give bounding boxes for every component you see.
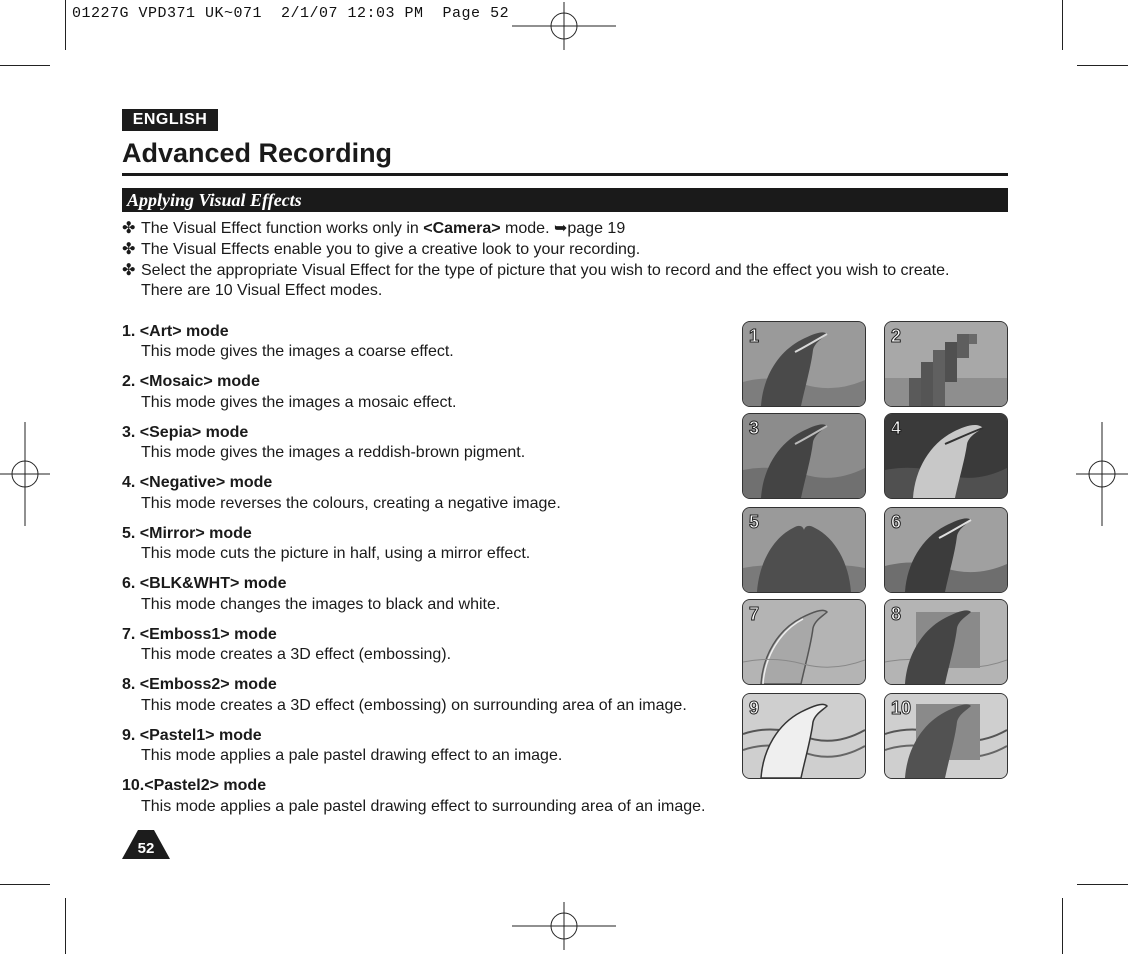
mode-title-pastel2: 10.<Pastel2> mode [122, 777, 267, 794]
thumbnail-pastel1 [742, 693, 866, 779]
thumbnail-pastel2 [884, 693, 1008, 779]
crop-mark-bl-v [65, 898, 66, 954]
mode-title-negative: 4. <Negative> mode [122, 474, 273, 491]
thumbnail-number: 3 [749, 418, 760, 438]
page-reference: page 19 [567, 220, 626, 237]
thumbnail-art [742, 321, 866, 407]
section-title: Applying Visual Effects [127, 190, 302, 210]
crop-mark-bl-h [0, 884, 50, 885]
thumbnail-number: 1 [749, 326, 760, 346]
crop-mark-tl-h [0, 65, 50, 66]
dolphin-image [743, 414, 865, 498]
dolphin-image [743, 694, 865, 778]
page-number: 52 [137, 840, 155, 857]
thumbnail-negative [884, 413, 1008, 499]
thumbnail-number: 8 [891, 604, 902, 624]
dolphin-image [743, 600, 865, 684]
mode-desc-mosaic: This mode gives the images a mosaic effect. [141, 394, 457, 411]
mode-desc-pastel1: This mode applies a pale pastel drawing effect to an image. [141, 747, 563, 764]
page-title: Advanced Recording [122, 138, 393, 168]
mode-title-sepia: 3. <Sepia> mode [122, 424, 249, 441]
mode-title-mosaic: 2. <Mosaic> mode [122, 373, 260, 390]
crop-mark-tr-v [1062, 0, 1063, 50]
title-rule [122, 173, 1008, 176]
dolphin-image [885, 322, 1007, 406]
bullet-2: ✤ The Visual Effects enable you to give a creative look to your recording. [122, 241, 641, 258]
language-badge: ENGLISH [122, 109, 218, 131]
mode-title-emboss2: 8. <Emboss2> mode [122, 676, 277, 693]
crop-mark-tl-v [65, 0, 66, 50]
thumbnail-sepia [742, 413, 866, 499]
thumbnail-number: 2 [891, 326, 902, 346]
dolphin-image [743, 508, 865, 592]
thumbnail-emboss2 [884, 599, 1008, 685]
print-header: 01227G VPD371 UK~071 2/1/07 12:03 PM Page 52 [72, 5, 510, 22]
mode-desc-art: This mode gives the images a coarse effect. [141, 343, 454, 360]
thumbnail-number: 7 [749, 604, 760, 624]
thumbnail-number: 10 [891, 698, 912, 718]
mode-desc-emboss2: This mode creates a 3D effect (embossing) on surrounding area of an image. [141, 697, 687, 714]
dolphin-image [885, 600, 1007, 684]
mode-desc-negative: This mode reverses the colours, creating a negative image. [141, 495, 561, 512]
bullet-mark: ✤ [122, 241, 136, 258]
registration-mark-bottom [512, 902, 616, 950]
mode-title-pastel1: 9. <Pastel1> mode [122, 727, 262, 744]
thumbnail-number: 9 [749, 698, 760, 718]
arrow-icon: ➥ [553, 220, 568, 237]
bullet-mark: ✤ [122, 220, 136, 237]
thumbnail-number: 5 [749, 512, 760, 532]
mode-desc-pastel2: This mode applies a pale pastel drawing effect to surrounding area of an image. [141, 798, 706, 815]
registration-mark-top [512, 2, 616, 50]
bullet-3: ✤ Select the appropriate Visual Effect for the type of picture that you wish to record and the effect you wish to create. [122, 262, 950, 279]
mode-desc-blkwht: This mode changes the images to black and white. [141, 596, 501, 613]
mode-title-blkwht: 6. <BLK&WHT> mode [122, 575, 287, 592]
dolphin-image [885, 508, 1007, 592]
crop-mark-br-v [1062, 898, 1063, 954]
thumbnail-blkwht [884, 507, 1008, 593]
registration-mark-right [1076, 422, 1128, 526]
thumbnail-number: 6 [891, 512, 902, 532]
bullet-1: ✤ The Visual Effect function works only in <Camera> mode. ➥page 19 [122, 220, 626, 237]
dolphin-image [885, 414, 1007, 498]
mode-title-art: 1. <Art> mode [122, 323, 229, 340]
mode-desc-emboss1: This mode creates a 3D effect (embossing). [141, 646, 452, 663]
thumbnail-number: 4 [891, 418, 902, 438]
bullet-3-continuation: There are 10 Visual Effect modes. [141, 282, 383, 299]
thumbnail-emboss1 [742, 599, 866, 685]
crop-mark-tr-h [1077, 65, 1128, 66]
crop-mark-br-h [1077, 884, 1128, 885]
mode-desc-sepia: This mode gives the images a reddish-brown pigment. [141, 444, 526, 461]
mode-desc-mirror: This mode cuts the picture in half, using a mirror effect. [141, 545, 531, 562]
mode-title-mirror: 5. <Mirror> mode [122, 525, 252, 542]
registration-mark-left [0, 422, 50, 526]
bullet-mark: ✤ [122, 262, 136, 279]
dolphin-image [743, 322, 865, 406]
thumbnail-mirror [742, 507, 866, 593]
thumbnail-mosaic [884, 321, 1008, 407]
mode-title-emboss1: 7. <Emboss1> mode [122, 626, 277, 643]
